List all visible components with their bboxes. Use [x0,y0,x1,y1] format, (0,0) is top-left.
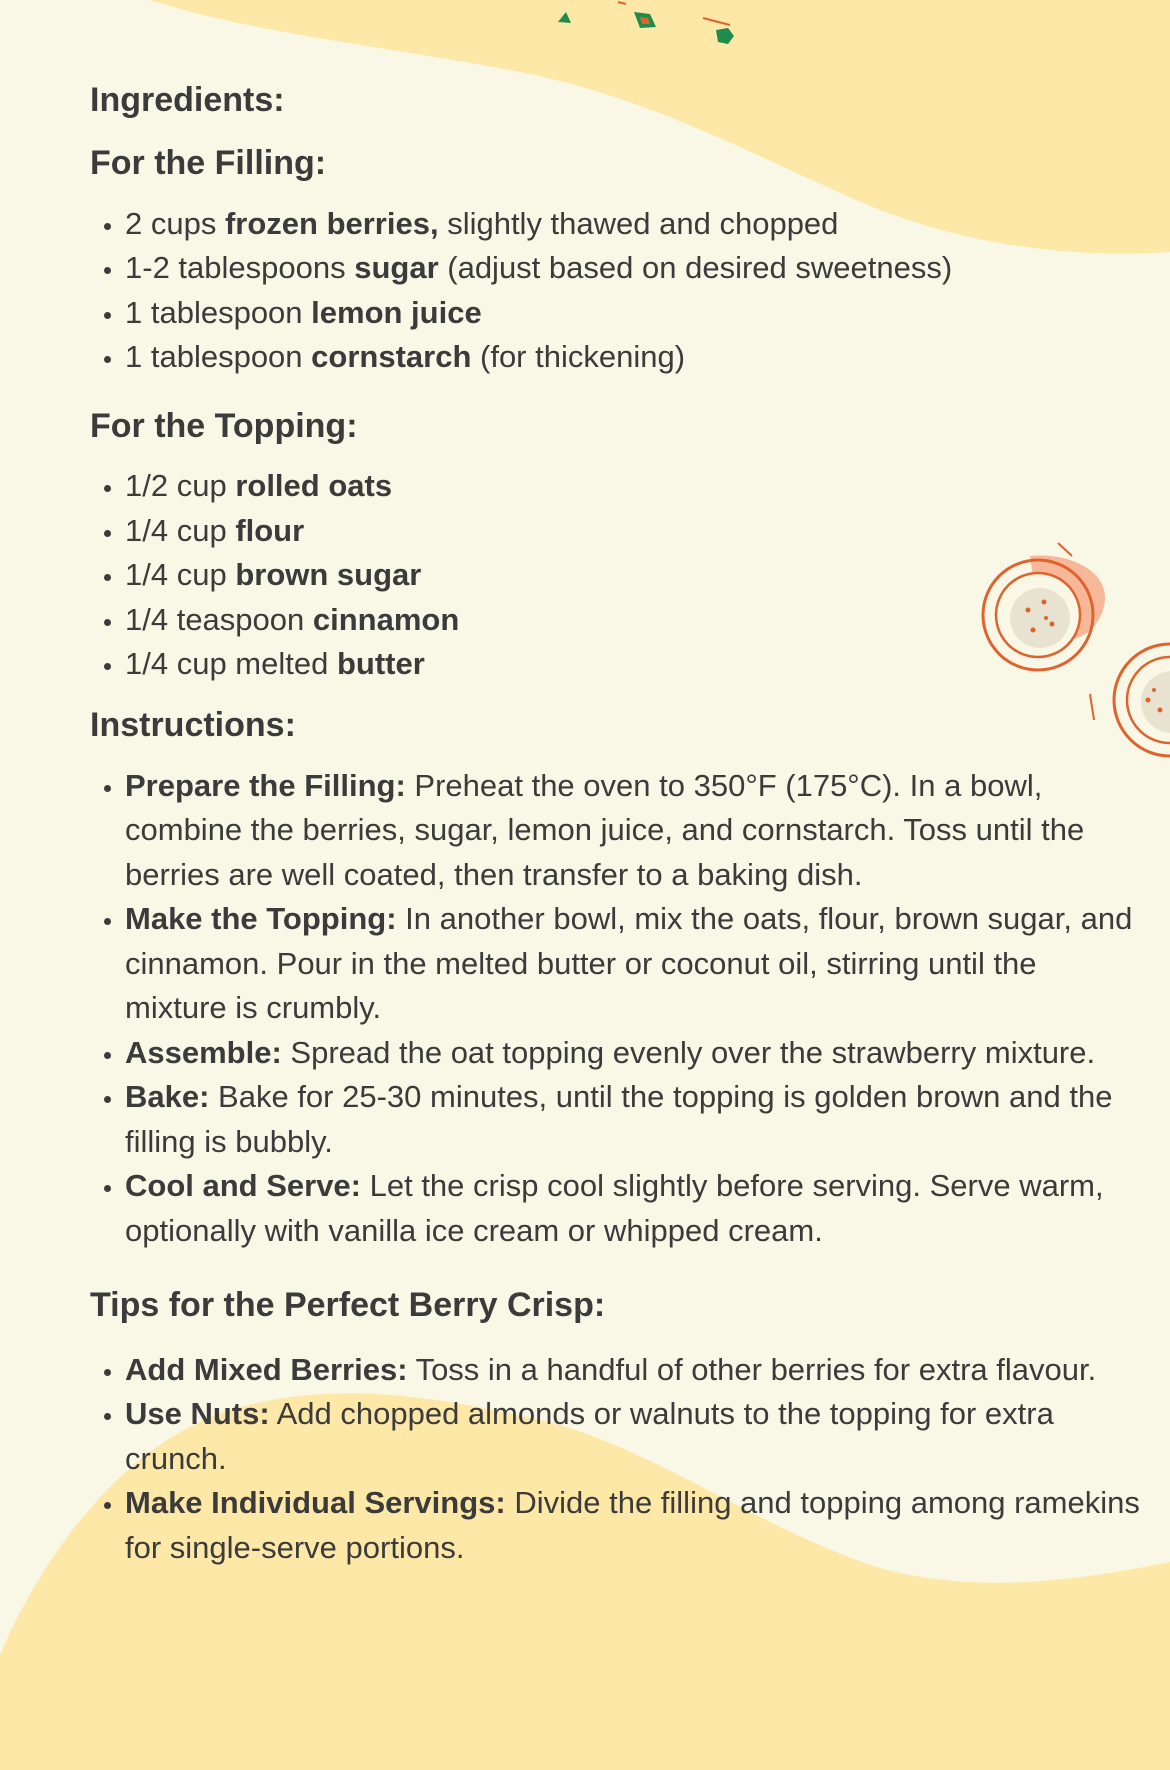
tips-heading: Tips for the Perfect Berry Crisp: [90,1286,606,1325]
list-item: • 2 cups frozen berries, slightly thawed and chopped [125,202,1140,247]
ingredients-heading: Ingredients: [90,81,285,119]
list-item: • Make the Topping: In another bowl, mix the oats, flour, brown sugar, and cinnamon. Pour in the melted butter or coconut oil, stirring until the mixture is crumbly. [125,897,1140,1031]
list-item: • Add Mixed Berries: Toss in a handful of other berries for extra flavour. [125,1348,1140,1393]
list-item: • 1-2 tablespoons sugar (adjust based on desired sweetness) [125,246,1140,291]
instructions-heading: Instructions: [90,705,296,744]
list-item: • 1/4 teaspoon cinnamon [125,598,1140,643]
list-item: • Assemble: Spread the oat topping evenly over the strawberry mixture. [125,1031,1140,1076]
list-item: • 1 tablespoon cornstarch (for thickening) [125,335,1140,380]
list-item: • 1/4 cup melted butter [125,642,1140,687]
instructions-list [90,764,1140,1254]
tips-list [90,1348,1140,1571]
list-item: • Use Nuts: Add chopped almonds or walnuts to the topping for extra crunch. [125,1392,1140,1481]
filling-heading: For the Filling: [90,143,327,182]
list-item: • Make Individual Servings: Divide the filling and topping among ramekins for single-serve portions. [125,1481,1140,1570]
topping-heading: For the Topping: [90,406,358,445]
recipe-content [90,72,1140,1570]
list-item: • 1/4 cup flour [125,509,1140,554]
list-item: • 1/4 cup brown sugar [125,553,1140,598]
list-item: • Bake: Bake for 25-30 minutes, until the topping is golden brown and the filling is bubbly. [125,1075,1140,1164]
list-item: • Prepare the Filling: Preheat the oven to 350°F (175°C). In a bowl, combine the berries, sugar, lemon juice, and cornstarch. Toss until the berries are well coated, then transfer to a baking dish. [125,764,1140,898]
list-item: • 1 tablespoon lemon juice [125,291,1140,336]
filling-list [90,202,1140,380]
list-item: • Cool and Serve: Let the crisp cool slightly before serving. Serve warm, optionally with vanilla ice cream or whipped cream. [125,1164,1140,1253]
topping-list [90,464,1140,687]
list-item: • 1/2 cup rolled oats [125,464,1140,509]
